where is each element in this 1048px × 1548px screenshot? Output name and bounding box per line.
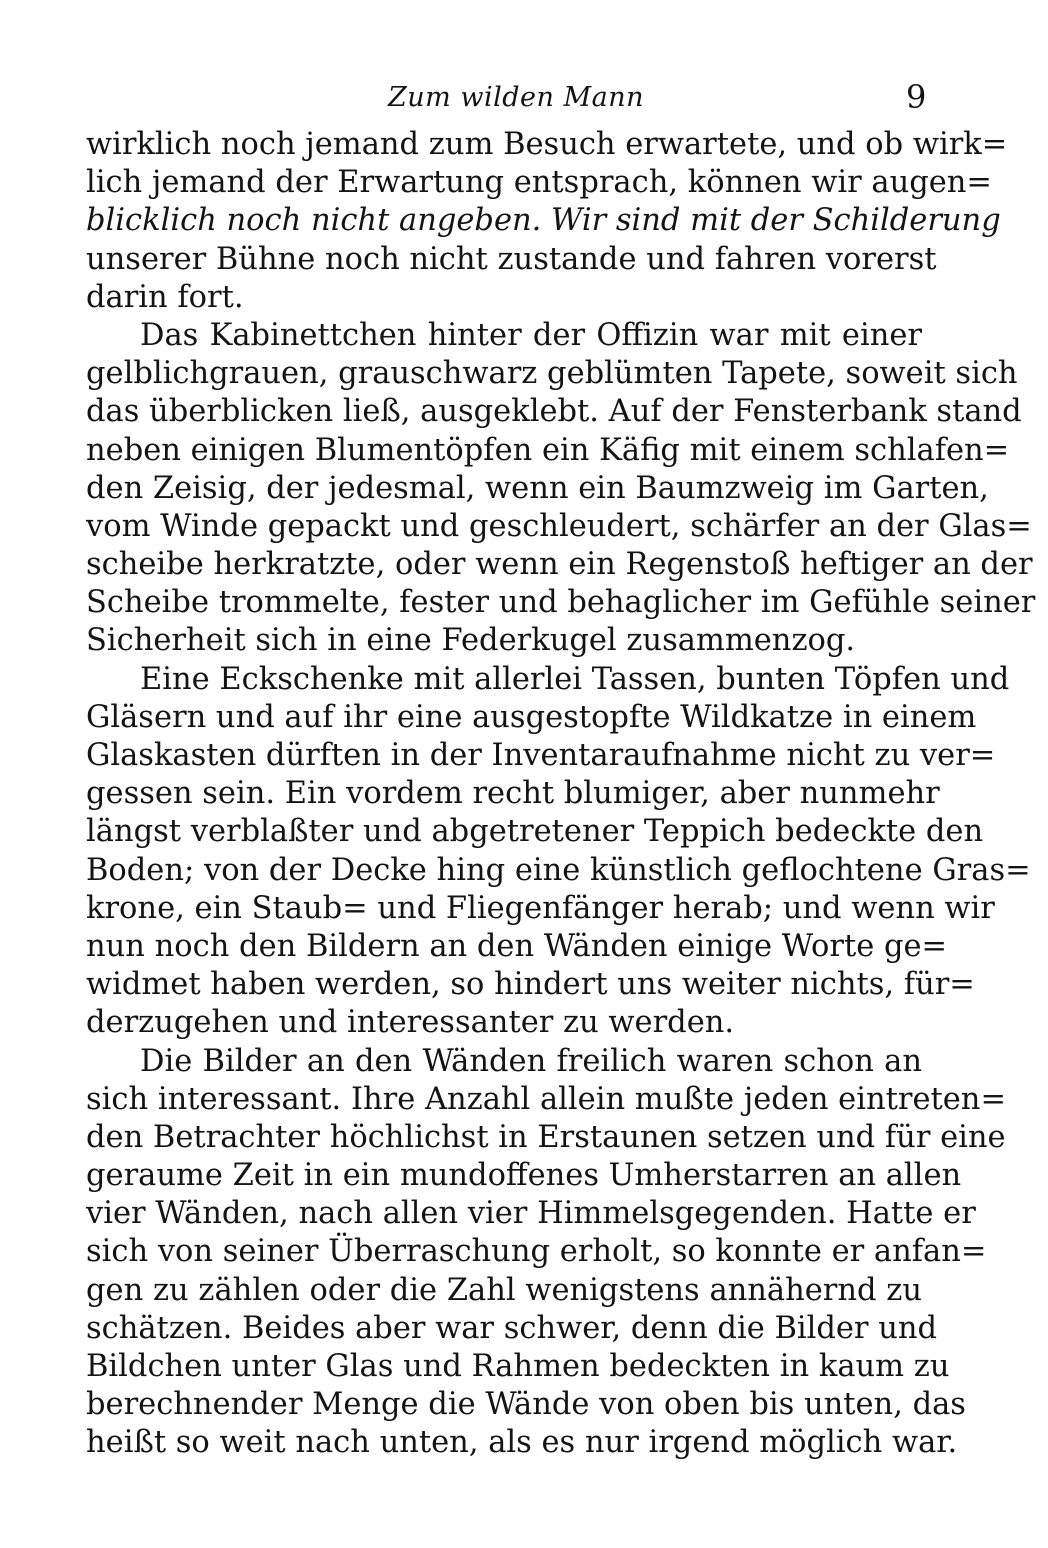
text-line: Glaskasten dürften in der Inventaraufnahme nicht zu ver=	[86, 738, 996, 773]
text-line: scheibe herkratzte, oder wenn ein Regenstoß heftiger an der	[86, 547, 1033, 583]
text-line: Eine Eckschenke mit allerlei Tassen, bunten Töpfen und	[140, 661, 1010, 697]
text-line: widmet haben werden, so hindert uns weiter nichts, für=	[86, 967, 975, 1003]
text-line: gelblichgrauen, grauschwarz geblümten Tapete, soweit sich	[86, 356, 1018, 392]
text-line: geraume Zeit in ein mundoffenes Umherstarren an allen	[86, 1158, 962, 1194]
text-line: Boden; von der Decke hing eine künstlich geflochtene Gras=	[86, 852, 1031, 888]
text-line: sich von seiner Überraschung erholt, so konnte er anfan=	[86, 1234, 987, 1270]
text-line: sich interessant. Ihre Anzahl allein mußte jeden eintreten=	[86, 1081, 1007, 1117]
running-title: Zum wilden Mann	[388, 82, 644, 113]
body-text	[86, 126, 1036, 1463]
text-line: unserer Bühne noch nicht zustande und fahren vorerst	[86, 241, 937, 277]
text-line: krone, ein Staub= und Fliegenfänger herab; und wenn wir	[86, 890, 995, 926]
text-line: das überblicken ließ, ausgeklebt. Auf der Fensterbank stand	[86, 394, 1022, 430]
running-head	[0, 78, 1048, 118]
text-line: gen zu zählen oder die Zahl wenigstens annähernd zu	[86, 1272, 922, 1308]
text-line: Scheibe trommelte, fester und behaglicher im Gefühle seiner	[86, 585, 1036, 621]
text-line: Sicherheit sich in eine Federkugel zusammenzog.	[86, 623, 856, 659]
text-line: längst verblaßter und abgetretener Teppich bedeckte den	[86, 814, 984, 850]
text-line: Das Kabinettchen hinter der Offizin war mit einer	[140, 317, 922, 353]
text-line: vier Wänden, nach allen vier Himmelsgegenden. Hatte er	[86, 1196, 976, 1232]
text-line: den Zeisig, der jedesmal, wenn ein Baumzweig im Garten,	[86, 470, 989, 506]
text-line: neben einigen Blumentöpfen ein Käfig mit einem schlafen=	[86, 432, 1010, 468]
text-line: gessen sein. Ein vordem recht blumiger, aber nunmehr	[86, 776, 940, 812]
text-line: vom Winde gepackt und geschleudert, schärfer an der Glas=	[86, 508, 1032, 544]
text-line: nun noch den Bildern an den Wänden einige Worte ge=	[86, 928, 948, 964]
text-line: Gläsern und auf ihr eine ausgestopfte Wildkatze in einem	[86, 699, 977, 735]
page-number: 9	[906, 78, 927, 116]
text-line: berechnender Menge die Wände von oben bis unten, das	[86, 1387, 966, 1423]
text-line: derzugehen und interessanter zu werden.	[86, 1005, 735, 1041]
text-line: Bildchen unter Glas und Rahmen bedeckten in kaum zu	[86, 1349, 950, 1384]
text-line: den Betrachter höchlichst in Erstaunen setzen und für eine	[86, 1119, 1006, 1155]
text-line: wirklich noch jemand zum Besuch erwartete, und ob wirk=	[86, 127, 1008, 162]
text-line: Die Bilder an den Wänden freilich waren schon an	[140, 1043, 922, 1079]
text-line: heißt so weit nach unten, als es nur irgend möglich war.	[86, 1425, 958, 1461]
text-line: blicklich noch nicht angeben. Wir sind mit der Schilderung	[86, 203, 1001, 239]
text-line: lich jemand der Erwartung entsprach, können wir augen=	[86, 165, 992, 201]
text-line: schätzen. Beides aber war schwer, denn die Bilder und	[86, 1310, 938, 1346]
text-line: darin fort.	[86, 279, 244, 315]
